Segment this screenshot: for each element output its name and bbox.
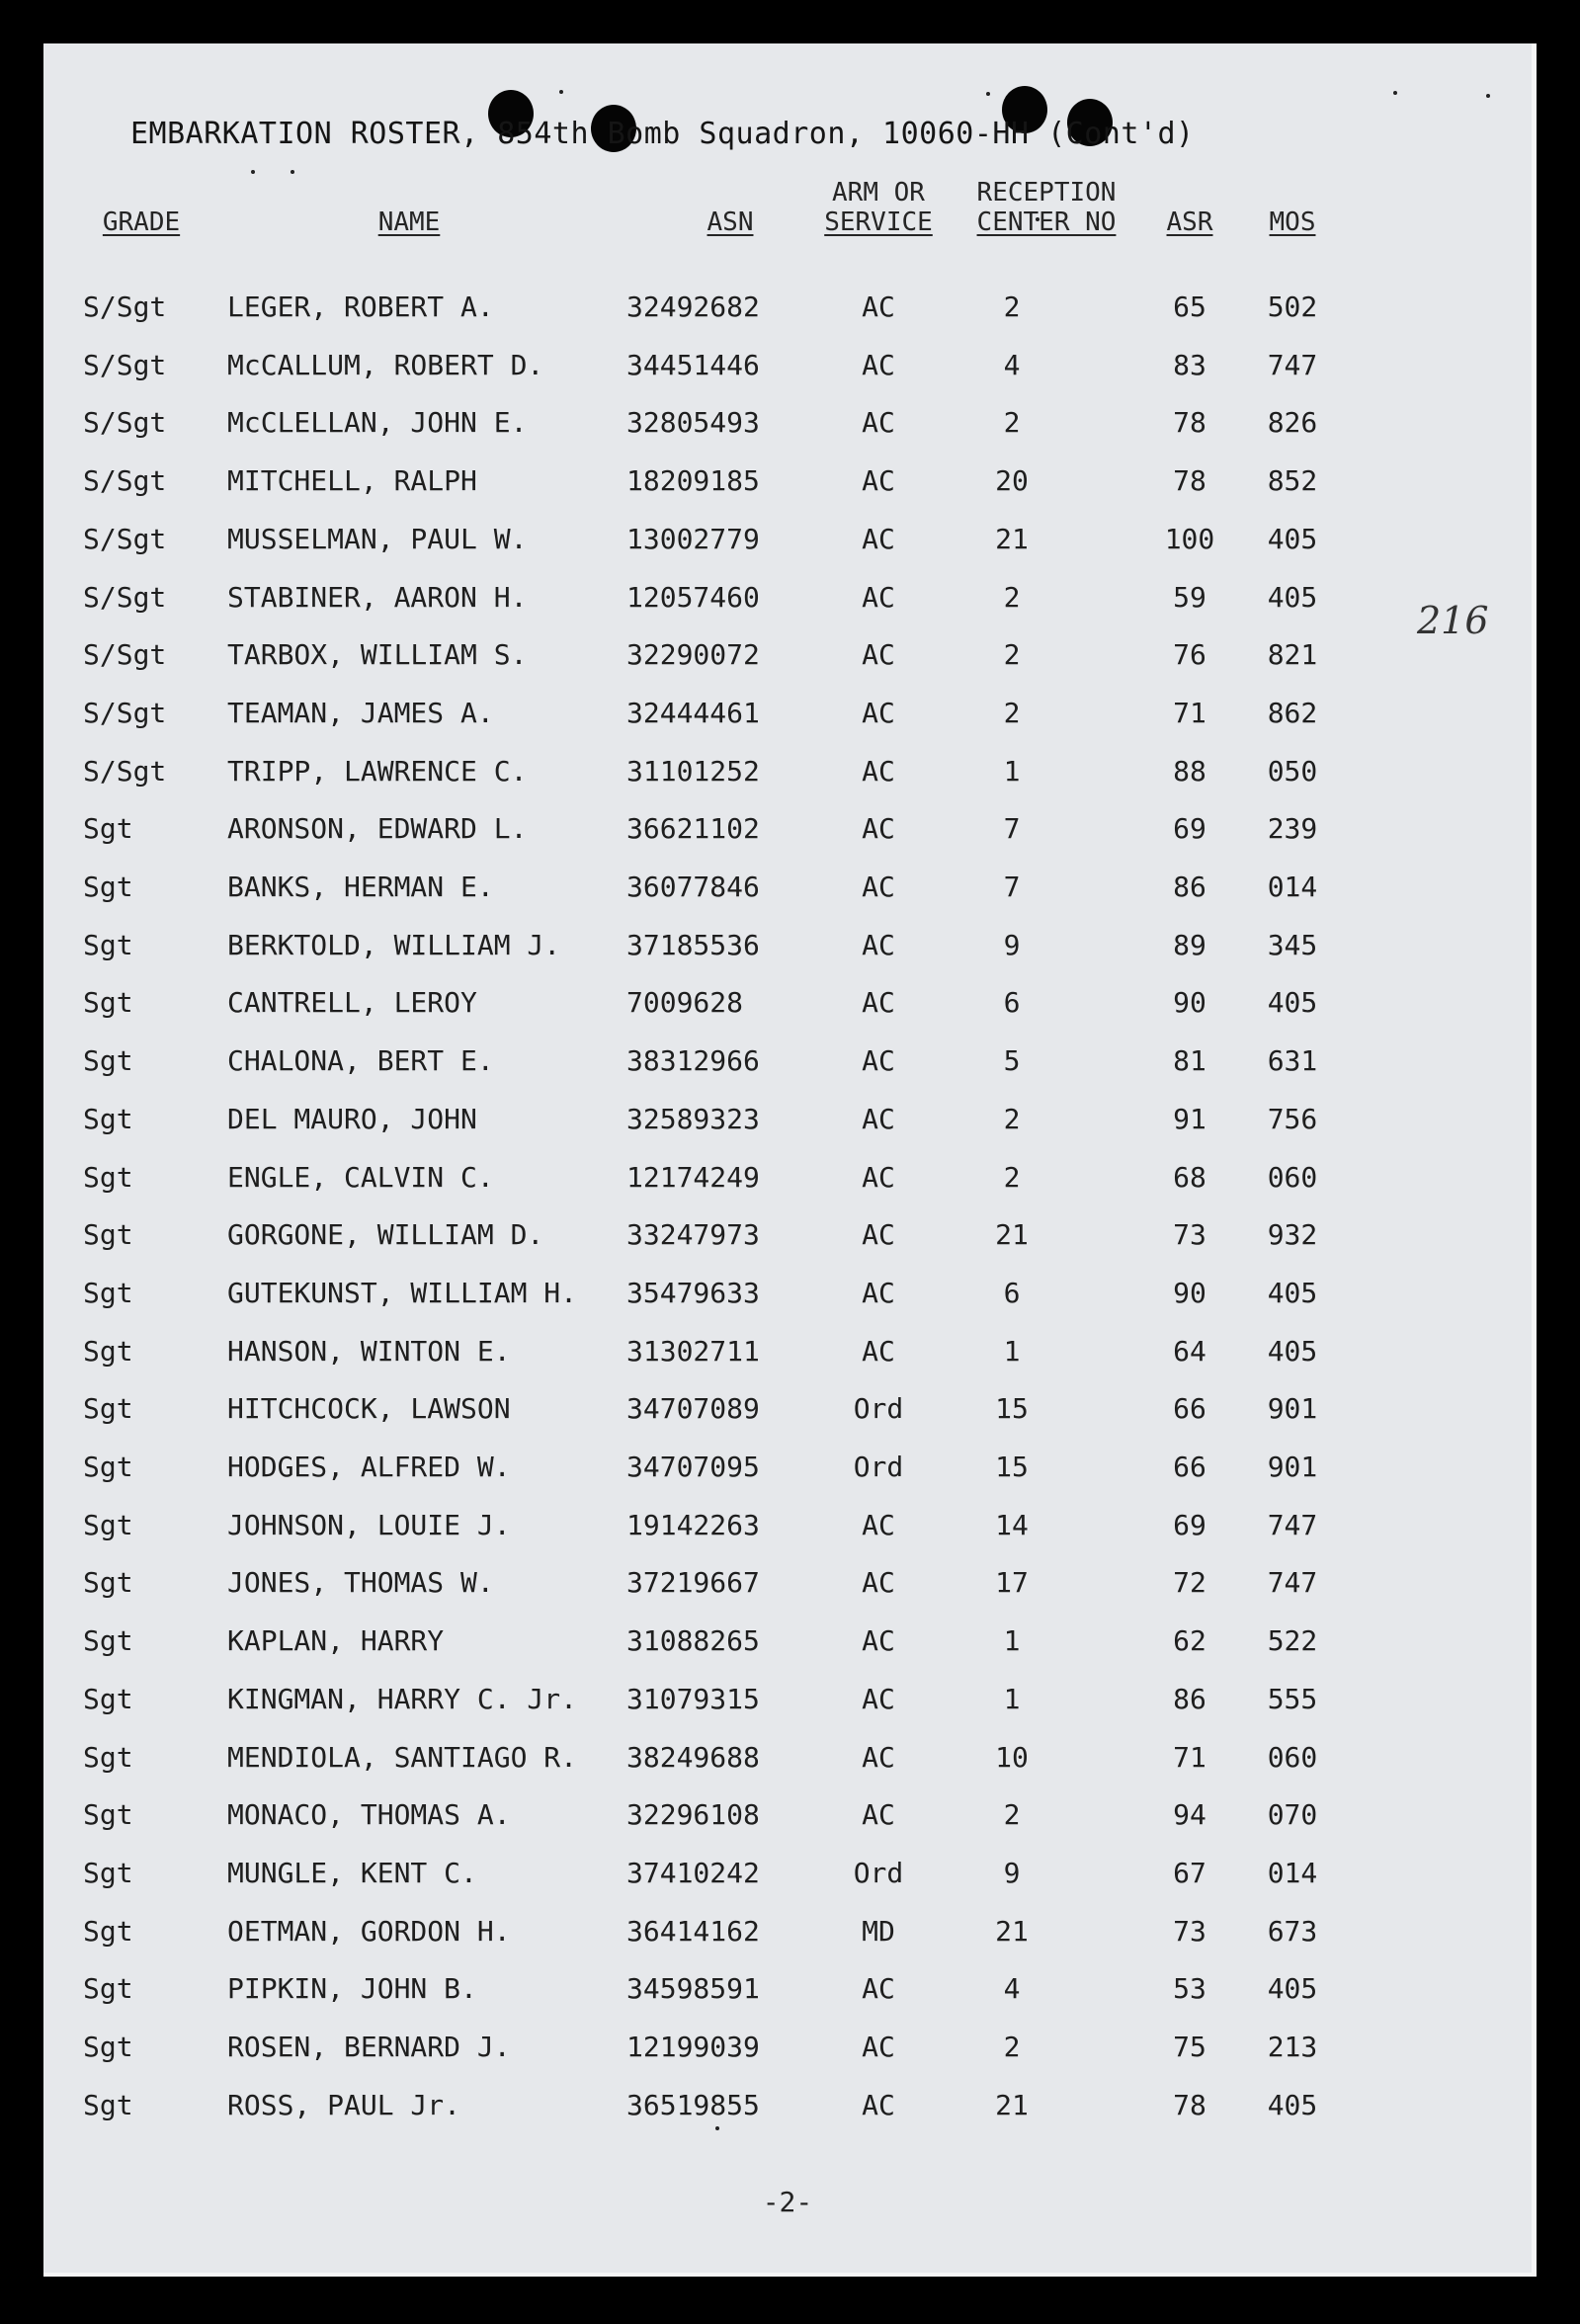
grade-cell: S/Sgt [83, 696, 167, 729]
name-cell: ROSEN, BERNARD J. [227, 2031, 511, 2063]
reception-center-cell: 2 [1003, 580, 1021, 614]
column-header-asr: ASR [1166, 208, 1213, 237]
reception-center-cell: 2 [1003, 406, 1021, 440]
reception-center-cell: 15 [995, 1451, 1029, 1483]
mos-cell: 747 [1267, 348, 1318, 381]
grade-cell: Sgt [83, 871, 133, 903]
reception-center-cell: 1 [1003, 1682, 1021, 1715]
table-row [43, 1624, 1532, 1664]
arm-or-service-cell: AC [862, 1160, 895, 1194]
table-row [43, 290, 1532, 330]
asn-cell: 31079315 [626, 1682, 760, 1715]
paper-speck [251, 170, 255, 174]
asr-cell: 65 [1173, 290, 1206, 323]
reception-center-cell: 20 [995, 464, 1029, 498]
table-row [43, 1161, 1532, 1201]
arm-or-service-cell: AC [862, 986, 895, 1020]
grade-cell: Sgt [83, 1856, 133, 1889]
grade-cell: Sgt [83, 1334, 133, 1368]
name-cell: GORGONE, WILLIAM D. [227, 1218, 544, 1252]
asr-cell: 86 [1173, 871, 1206, 903]
name-cell: TRIPP, LAWRENCE C. [227, 754, 528, 788]
reception-center-cell: 14 [995, 1508, 1029, 1541]
arm-or-service-cell: Ord [853, 1856, 904, 1889]
asr-cell: 100 [1164, 522, 1215, 555]
table-row [43, 986, 1532, 1026]
reception-center-cell: 2 [1003, 1102, 1021, 1135]
grade-cell: Sgt [83, 1972, 133, 2006]
asr-cell: 66 [1173, 1392, 1206, 1426]
asn-cell: 12057460 [626, 580, 760, 614]
arm-or-service-cell: Ord [853, 1451, 904, 1483]
name-cell: MITCHELL, RALPH [227, 464, 477, 498]
asn-cell: 32492682 [626, 290, 760, 323]
table-row [43, 1335, 1532, 1374]
name-cell: CANTRELL, LEROY [227, 986, 477, 1020]
table-row [43, 406, 1532, 446]
reception-center-cell: 21 [995, 1218, 1029, 1252]
grade-cell: S/Sgt [83, 464, 167, 498]
arm-or-service-cell: AC [862, 1740, 895, 1774]
grade-cell: Sgt [83, 986, 133, 1020]
mos-cell: 901 [1267, 1392, 1318, 1426]
table-row [43, 638, 1532, 678]
table-row [43, 1218, 1532, 1258]
arm-or-service-cell: MD [862, 1914, 895, 1948]
asr-cell: 64 [1173, 1334, 1206, 1368]
name-cell: ROSS, PAUL Jr. [227, 2088, 461, 2121]
reception-center-cell: 5 [1003, 1044, 1021, 1078]
reception-center-cell: 2 [1003, 2031, 1021, 2063]
asr-cell: 69 [1173, 1508, 1206, 1541]
column-header-grade: GRADE [102, 208, 181, 237]
asr-cell: 62 [1173, 1624, 1206, 1658]
table-row [43, 1103, 1532, 1142]
asn-cell: 7009628 [626, 986, 744, 1020]
mos-cell: 826 [1267, 406, 1318, 440]
name-cell: GUTEKUNST, WILLIAM H. [227, 1276, 578, 1309]
mos-cell: 239 [1267, 812, 1318, 846]
reception-center-cell: 7 [1003, 871, 1021, 903]
paper-speck [1393, 91, 1397, 95]
grade-cell: Sgt [83, 1566, 133, 1600]
reception-center-cell: 2 [1003, 1798, 1021, 1832]
asn-cell: 12174249 [626, 1160, 760, 1194]
name-cell: LEGER, ROBERT A. [227, 290, 494, 323]
reception-center-cell: 1 [1003, 1624, 1021, 1658]
mos-cell: 405 [1267, 2088, 1318, 2121]
asn-cell: 12199039 [626, 2031, 760, 2063]
asn-cell: 32296108 [626, 1798, 760, 1832]
arm-or-service-cell: AC [862, 464, 895, 498]
mos-cell: 070 [1267, 1798, 1318, 1832]
grade-cell: Sgt [83, 1160, 133, 1194]
reception-center-cell: 7 [1003, 812, 1021, 846]
asr-cell: 69 [1173, 812, 1206, 846]
name-cell: TARBOX, WILLIAM S. [227, 638, 528, 672]
table-row [43, 2031, 1532, 2070]
arm-or-service-cell: AC [862, 638, 895, 672]
mos-cell: 405 [1267, 1334, 1318, 1368]
name-cell: HITCHCOCK, LAWSON [227, 1392, 511, 1426]
asr-cell: 59 [1173, 580, 1206, 614]
asr-cell: 78 [1173, 2088, 1206, 2121]
name-cell: MENDIOLA, SANTIAGO R. [227, 1740, 578, 1774]
asn-cell: 33247973 [626, 1218, 760, 1252]
grade-cell: Sgt [83, 812, 133, 846]
column-header-mos: MOS [1269, 208, 1316, 237]
asn-cell: 31101252 [626, 754, 760, 788]
grade-cell: S/Sgt [83, 580, 167, 614]
asn-cell: 37219667 [626, 1566, 760, 1600]
table-row [43, 1044, 1532, 1084]
name-cell: DEL MAURO, JOHN [227, 1102, 477, 1135]
arm-or-service-cell: AC [862, 754, 895, 788]
arm-or-service-cell: AC [862, 696, 895, 729]
asn-cell: 37410242 [626, 1856, 760, 1889]
asr-cell: 53 [1173, 1972, 1206, 2006]
reception-center-cell: 17 [995, 1566, 1029, 1600]
name-cell: CHALONA, BERT E. [227, 1044, 494, 1078]
handwritten-margin-number: 216 [1417, 599, 1489, 642]
arm-or-service-cell: AC [862, 2031, 895, 2063]
asr-cell: 73 [1173, 1218, 1206, 1252]
reception-center-cell: 21 [995, 2088, 1029, 2121]
arm-or-service-cell: AC [862, 1334, 895, 1368]
mos-cell: 522 [1267, 1624, 1318, 1658]
grade-cell: Sgt [83, 1044, 133, 1078]
grade-cell: Sgt [83, 928, 133, 961]
arm-or-service-cell: AC [862, 1218, 895, 1252]
name-cell: MONACO, THOMAS A. [227, 1798, 511, 1832]
grade-cell: Sgt [83, 2088, 133, 2121]
asr-cell: 86 [1173, 1682, 1206, 1715]
asn-cell: 34707095 [626, 1451, 760, 1483]
mos-cell: 747 [1267, 1566, 1318, 1600]
asr-cell: 94 [1173, 1798, 1206, 1832]
arm-or-service-cell: AC [862, 290, 895, 323]
table-row [43, 871, 1532, 910]
mos-cell: 747 [1267, 1508, 1318, 1541]
column-header-name: NAME [377, 208, 441, 237]
name-cell: HANSON, WINTON E. [227, 1334, 511, 1368]
arm-or-service-cell: AC [862, 1508, 895, 1541]
asn-cell: 36414162 [626, 1914, 760, 1948]
table-row [43, 1683, 1532, 1722]
arm-or-service-cell: AC [862, 348, 895, 381]
asr-cell: 72 [1173, 1566, 1206, 1600]
mos-cell: 932 [1267, 1218, 1318, 1252]
reception-center-cell: 10 [995, 1740, 1029, 1774]
reception-center-cell: 4 [1003, 348, 1021, 381]
asr-cell: 83 [1173, 348, 1206, 381]
mos-cell: 901 [1267, 1451, 1318, 1483]
asr-cell: 91 [1173, 1102, 1206, 1135]
reception-center-cell: 6 [1003, 986, 1021, 1020]
asn-cell: 36519855 [626, 2088, 760, 2121]
mos-cell: 405 [1267, 1972, 1318, 2006]
table-row [43, 581, 1532, 621]
arm-or-service-cell: AC [862, 1566, 895, 1600]
mos-cell: 756 [1267, 1102, 1318, 1135]
reception-center-cell: 21 [995, 1914, 1029, 1948]
mos-cell: 060 [1267, 1740, 1318, 1774]
asr-cell: 88 [1173, 754, 1206, 788]
mos-cell: 050 [1267, 754, 1318, 788]
grade-cell: S/Sgt [83, 348, 167, 381]
name-cell: PIPKIN, JOHN B. [227, 1972, 477, 2006]
asn-cell: 32444461 [626, 696, 760, 729]
asn-cell: 35479633 [626, 1276, 760, 1309]
arm-or-service-cell: AC [862, 580, 895, 614]
table-row [43, 1741, 1532, 1781]
column-header-reception-center: RECEPTION CENTER NO [976, 178, 1117, 237]
grade-cell: Sgt [83, 1624, 133, 1658]
grade-cell: S/Sgt [83, 754, 167, 788]
reception-center-cell: 6 [1003, 1276, 1021, 1309]
asn-cell: 31088265 [626, 1624, 760, 1658]
asr-cell: 67 [1173, 1856, 1206, 1889]
asr-cell: 81 [1173, 1044, 1206, 1078]
asn-cell: 36077846 [626, 871, 760, 903]
grade-cell: Sgt [83, 1451, 133, 1483]
reception-center-cell: 9 [1003, 928, 1021, 961]
paper-speck [291, 170, 294, 174]
asr-cell: 76 [1173, 638, 1206, 672]
table-row [43, 464, 1532, 504]
grade-cell: Sgt [83, 1682, 133, 1715]
arm-or-service-cell: AC [862, 1798, 895, 1832]
asr-cell: 73 [1173, 1914, 1206, 1948]
arm-or-service-cell: AC [862, 1044, 895, 1078]
asn-cell: 18209185 [626, 464, 760, 498]
name-cell: ENGLE, CALVIN C. [227, 1160, 494, 1194]
reception-center-cell: 4 [1003, 1972, 1021, 2006]
table-row [43, 1509, 1532, 1548]
grade-cell: Sgt [83, 2031, 133, 2063]
mos-cell: 673 [1267, 1914, 1318, 1948]
grade-cell: Sgt [83, 1276, 133, 1309]
mos-cell: 555 [1267, 1682, 1318, 1715]
arm-or-service-cell: AC [862, 522, 895, 555]
asr-cell: 90 [1173, 1276, 1206, 1309]
arm-or-service-cell: AC [862, 1102, 895, 1135]
asn-cell: 38249688 [626, 1740, 760, 1774]
asr-cell: 71 [1173, 696, 1206, 729]
arm-or-service-cell: AC [862, 1682, 895, 1715]
table-row [43, 1566, 1532, 1606]
arm-or-service-cell: AC [862, 928, 895, 961]
arm-or-service-cell: Ord [853, 1392, 904, 1426]
table-row [43, 1857, 1532, 1896]
table-row [43, 1915, 1532, 1954]
grade-cell: S/Sgt [83, 638, 167, 672]
asr-cell: 71 [1173, 1740, 1206, 1774]
reception-center-cell: 2 [1003, 638, 1021, 672]
mos-cell: 502 [1267, 290, 1318, 323]
asn-cell: 32805493 [626, 406, 760, 440]
asn-cell: 34707089 [626, 1392, 760, 1426]
reception-center-cell: 9 [1003, 1856, 1021, 1889]
grade-cell: S/Sgt [83, 522, 167, 555]
mos-cell: 821 [1267, 638, 1318, 672]
arm-or-service-cell: AC [862, 1276, 895, 1309]
table-row [43, 1451, 1532, 1490]
asr-cell: 78 [1173, 464, 1206, 498]
table-row [43, 697, 1532, 736]
name-cell: BANKS, HERMAN E. [227, 871, 494, 903]
grade-cell: Sgt [83, 1798, 133, 1832]
name-cell: JONES, THOMAS W. [227, 1566, 494, 1600]
asr-cell: 66 [1173, 1451, 1206, 1483]
asn-cell: 32290072 [626, 638, 760, 672]
arm-or-service-cell: AC [862, 871, 895, 903]
grade-cell: Sgt [83, 1392, 133, 1426]
mos-cell: 060 [1267, 1160, 1318, 1194]
mos-cell: 014 [1267, 1856, 1318, 1889]
mos-cell: 852 [1267, 464, 1318, 498]
table-row [43, 1798, 1532, 1838]
grade-cell: Sgt [83, 1102, 133, 1135]
name-cell: MUNGLE, KENT C. [227, 1856, 477, 1889]
mos-cell: 405 [1267, 522, 1318, 555]
paper-speck [1486, 94, 1490, 98]
paper-speck [986, 92, 990, 96]
mos-cell: 405 [1267, 1276, 1318, 1309]
name-cell: TEAMAN, JAMES A. [227, 696, 494, 729]
grade-cell: Sgt [83, 1508, 133, 1541]
asn-cell: 38312966 [626, 1044, 760, 1078]
table-row [43, 1392, 1532, 1432]
arm-or-service-cell: AC [862, 1624, 895, 1658]
mos-cell: 345 [1267, 928, 1318, 961]
name-cell: ARONSON, EDWARD L. [227, 812, 528, 846]
name-cell: OETMAN, GORDON H. [227, 1914, 511, 1948]
reception-center-cell: 1 [1003, 1334, 1021, 1368]
reception-center-cell: 21 [995, 522, 1029, 555]
name-cell: KINGMAN, HARRY C. Jr. [227, 1682, 578, 1715]
asn-cell: 19142263 [626, 1508, 760, 1541]
column-header-asn: ASN [707, 208, 754, 237]
arm-or-service-cell: AC [862, 406, 895, 440]
grade-cell: Sgt [83, 1740, 133, 1774]
grade-cell: Sgt [83, 1218, 133, 1252]
table-row [43, 1972, 1532, 2012]
reception-center-cell: 1 [1003, 754, 1021, 788]
mos-cell: 405 [1267, 580, 1318, 614]
asn-cell: 13002779 [626, 522, 760, 555]
reception-center-cell: 2 [1003, 1160, 1021, 1194]
mos-cell: 014 [1267, 871, 1318, 903]
table-row [43, 2089, 1532, 2128]
asn-cell: 31302711 [626, 1334, 760, 1368]
grade-cell: S/Sgt [83, 290, 167, 323]
arm-or-service-cell: AC [862, 1972, 895, 2006]
name-cell: HODGES, ALFRED W. [227, 1451, 511, 1483]
mos-cell: 631 [1267, 1044, 1318, 1078]
asr-cell: 90 [1173, 986, 1206, 1020]
page-number: -2- [762, 2186, 813, 2218]
asr-cell: 75 [1173, 2031, 1206, 2063]
asr-cell: 68 [1173, 1160, 1206, 1194]
asn-cell: 37185536 [626, 928, 760, 961]
grade-cell: S/Sgt [83, 406, 167, 440]
paper-speck [559, 90, 563, 94]
roster-title: EMBARKATION ROSTER, 854th Bomb Squadron, 10060-HH (Cont'd) [130, 117, 1195, 151]
table-row [43, 755, 1532, 794]
arm-or-service-cell: AC [862, 2088, 895, 2121]
asn-cell: 34451446 [626, 348, 760, 381]
asr-cell: 78 [1173, 406, 1206, 440]
table-row [43, 1277, 1532, 1316]
table-row [43, 929, 1532, 968]
name-cell: STABINER, AARON H. [227, 580, 528, 614]
asr-cell: 89 [1173, 928, 1206, 961]
name-cell: MUSSELMAN, PAUL W. [227, 522, 528, 555]
column-header-arm-or-service: ARM OR SERVICE [824, 178, 933, 237]
reception-center-cell: 2 [1003, 290, 1021, 323]
asn-cell: 36621102 [626, 812, 760, 846]
name-cell: McCALLUM, ROBERT D. [227, 348, 544, 381]
asn-cell: 34598591 [626, 1972, 760, 2006]
mos-cell: 405 [1267, 986, 1318, 1020]
name-cell: KAPLAN, HARRY [227, 1624, 445, 1658]
table-row [43, 349, 1532, 388]
mos-cell: 862 [1267, 696, 1318, 729]
asn-cell: 32589323 [626, 1102, 760, 1135]
reception-center-cell: 2 [1003, 696, 1021, 729]
name-cell: BERKTOLD, WILLIAM J. [227, 928, 561, 961]
name-cell: JOHNSON, LOUIE J. [227, 1508, 511, 1541]
grade-cell: Sgt [83, 1914, 133, 1948]
arm-or-service-cell: AC [862, 812, 895, 846]
reception-center-cell: 15 [995, 1392, 1029, 1426]
document-page [43, 43, 1537, 2277]
name-cell: McCLELLAN, JOHN E. [227, 406, 528, 440]
table-row [43, 812, 1532, 852]
table-row [43, 523, 1532, 562]
mos-cell: 213 [1267, 2031, 1318, 2063]
